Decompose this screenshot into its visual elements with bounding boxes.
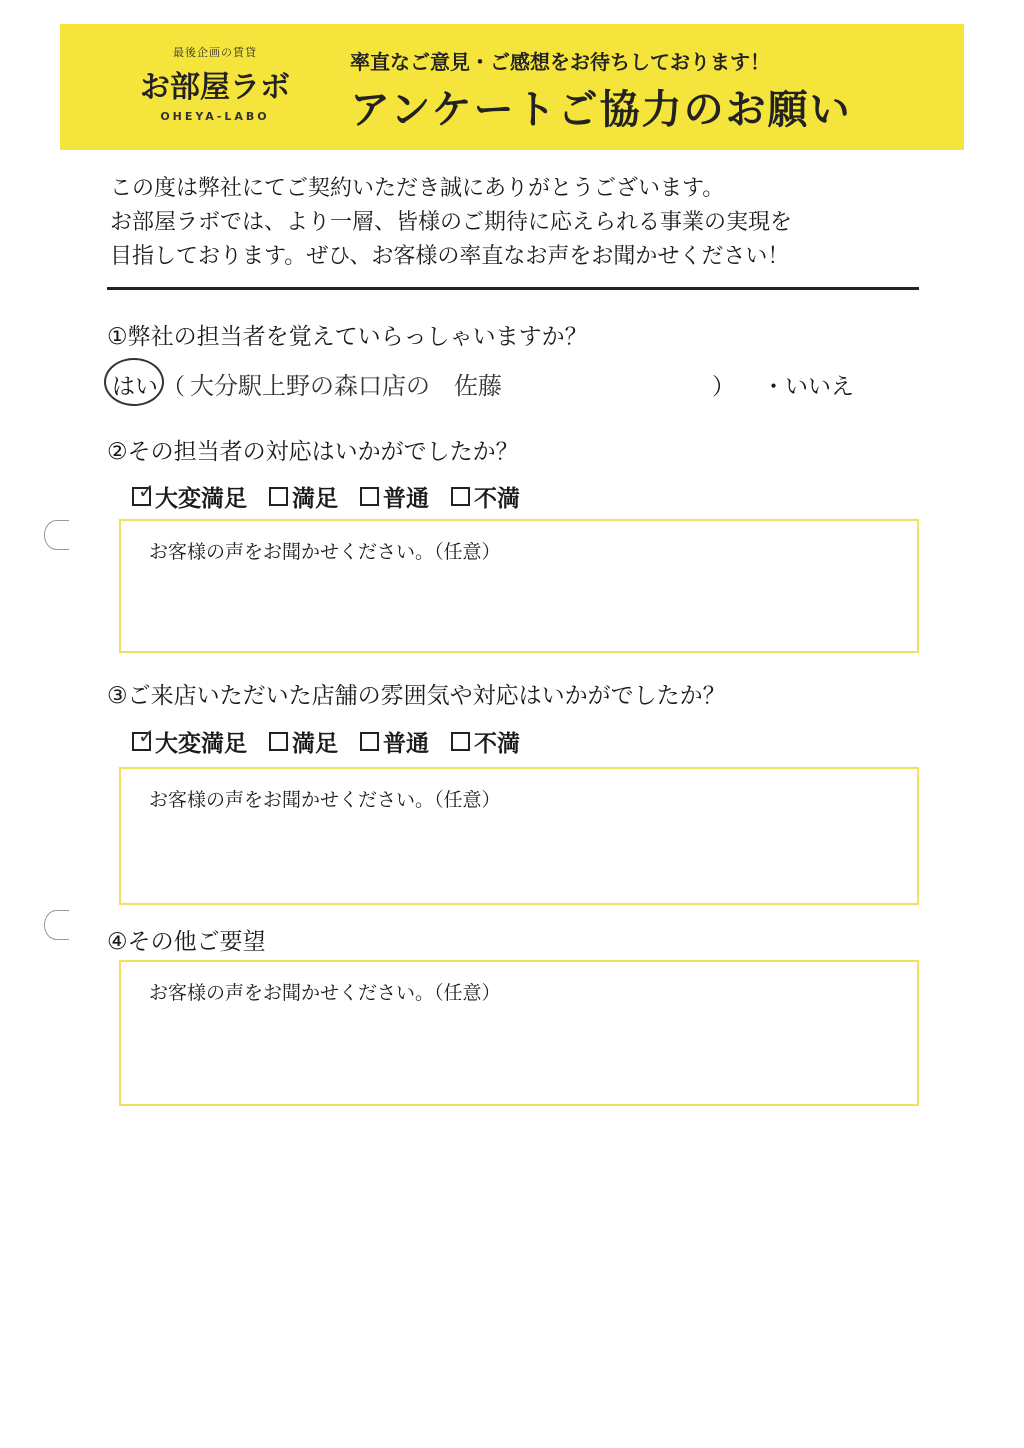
- q3-option-satisfied[interactable]: [269, 725, 338, 758]
- q3-option-neutral[interactable]: [360, 725, 429, 758]
- q2-question: ②その担当者の対応はいかがでしたか？: [107, 439, 519, 465]
- divider: [107, 287, 919, 290]
- q3-question: ③ご来店いただいた店舗の雰囲気や対応はいかがでしたか？: [107, 683, 726, 709]
- q2-options: [132, 480, 520, 513]
- checkbox[interactable]: [360, 732, 379, 751]
- intro-text: [110, 172, 930, 274]
- q1-yes-option[interactable]: はい: [112, 374, 158, 400]
- q4-question: ④その他ご要望: [107, 929, 266, 955]
- comment-placeholder: お客様の声をお聞かせください。（任意）: [149, 541, 501, 563]
- option-label: 満足: [292, 731, 338, 757]
- checkbox[interactable]: [269, 487, 288, 506]
- punch-hole-mark: [44, 520, 69, 550]
- q2-option-satisfied[interactable]: [269, 480, 338, 513]
- q2-option-neutral[interactable]: [360, 480, 429, 513]
- company-logo: [120, 44, 310, 134]
- q2-comment-box[interactable]: [119, 519, 919, 653]
- selection-circle-mark: [104, 358, 164, 406]
- checkbox[interactable]: [132, 724, 155, 751]
- q1-handwritten-answer: 大分駅上野の森口店の 佐藤: [190, 372, 502, 400]
- logo-name: お部屋ラボ: [140, 70, 290, 105]
- checkbox[interactable]: [360, 487, 379, 506]
- logo-tagline: 最後企画の賃貸: [173, 46, 257, 59]
- q4-comment-box[interactable]: [119, 960, 919, 1106]
- banner-subtitle: 率直なご意見・ご感想をお待ちしております！: [350, 50, 770, 74]
- option-label: 満足: [292, 486, 338, 512]
- option-label: 普通: [383, 731, 429, 757]
- checkbox[interactable]: [269, 732, 288, 751]
- q2-option-dissatisfied[interactable]: [451, 480, 520, 513]
- option-label: 普通: [383, 486, 429, 512]
- logo-sub: OHEYA-LABO: [160, 110, 270, 123]
- q3-options: [132, 725, 520, 758]
- punch-hole-mark: [44, 910, 69, 940]
- q1-answer-row: [112, 364, 912, 404]
- check-mark-icon: ✓: [138, 724, 155, 748]
- q3-comment-box[interactable]: [119, 767, 919, 905]
- intro-line: この度は弊社にてご契約いただき誠にありがとうございます。: [110, 176, 725, 201]
- check-mark-icon: ✓: [138, 479, 155, 503]
- option-label: 大変満足: [155, 731, 247, 757]
- page-title: アンケートご協力のお願い: [350, 87, 852, 133]
- checkbox[interactable]: [451, 732, 470, 751]
- q3-option-dissatisfied[interactable]: [451, 725, 520, 758]
- q2-option-very-satisfied[interactable]: [132, 480, 247, 513]
- q1-question: ①弊社の担当者を覚えていらっしゃいますか？: [107, 324, 588, 350]
- q1-no-option[interactable]: ・いいえ: [762, 374, 854, 400]
- comment-placeholder: お客様の声をお聞かせください。（任意）: [149, 789, 501, 811]
- option-label: 不満: [474, 486, 520, 512]
- checkbox[interactable]: [451, 487, 470, 506]
- comment-placeholder: お客様の声をお聞かせください。（任意）: [149, 982, 501, 1004]
- option-label: 不満: [474, 731, 520, 757]
- q3-option-very-satisfied[interactable]: [132, 725, 247, 758]
- option-label: 大変満足: [155, 486, 247, 512]
- q1-open-paren: （: [162, 374, 185, 400]
- intro-line: 目指しております。ぜひ、お客様の率直なお声をお聞かせください！: [110, 244, 790, 269]
- intro-line: お部屋ラボでは、より一層、皆様のご期待に応えられる事業の実現を: [110, 210, 793, 235]
- q1-close-paren: ）: [712, 374, 735, 400]
- checkbox[interactable]: [132, 479, 155, 506]
